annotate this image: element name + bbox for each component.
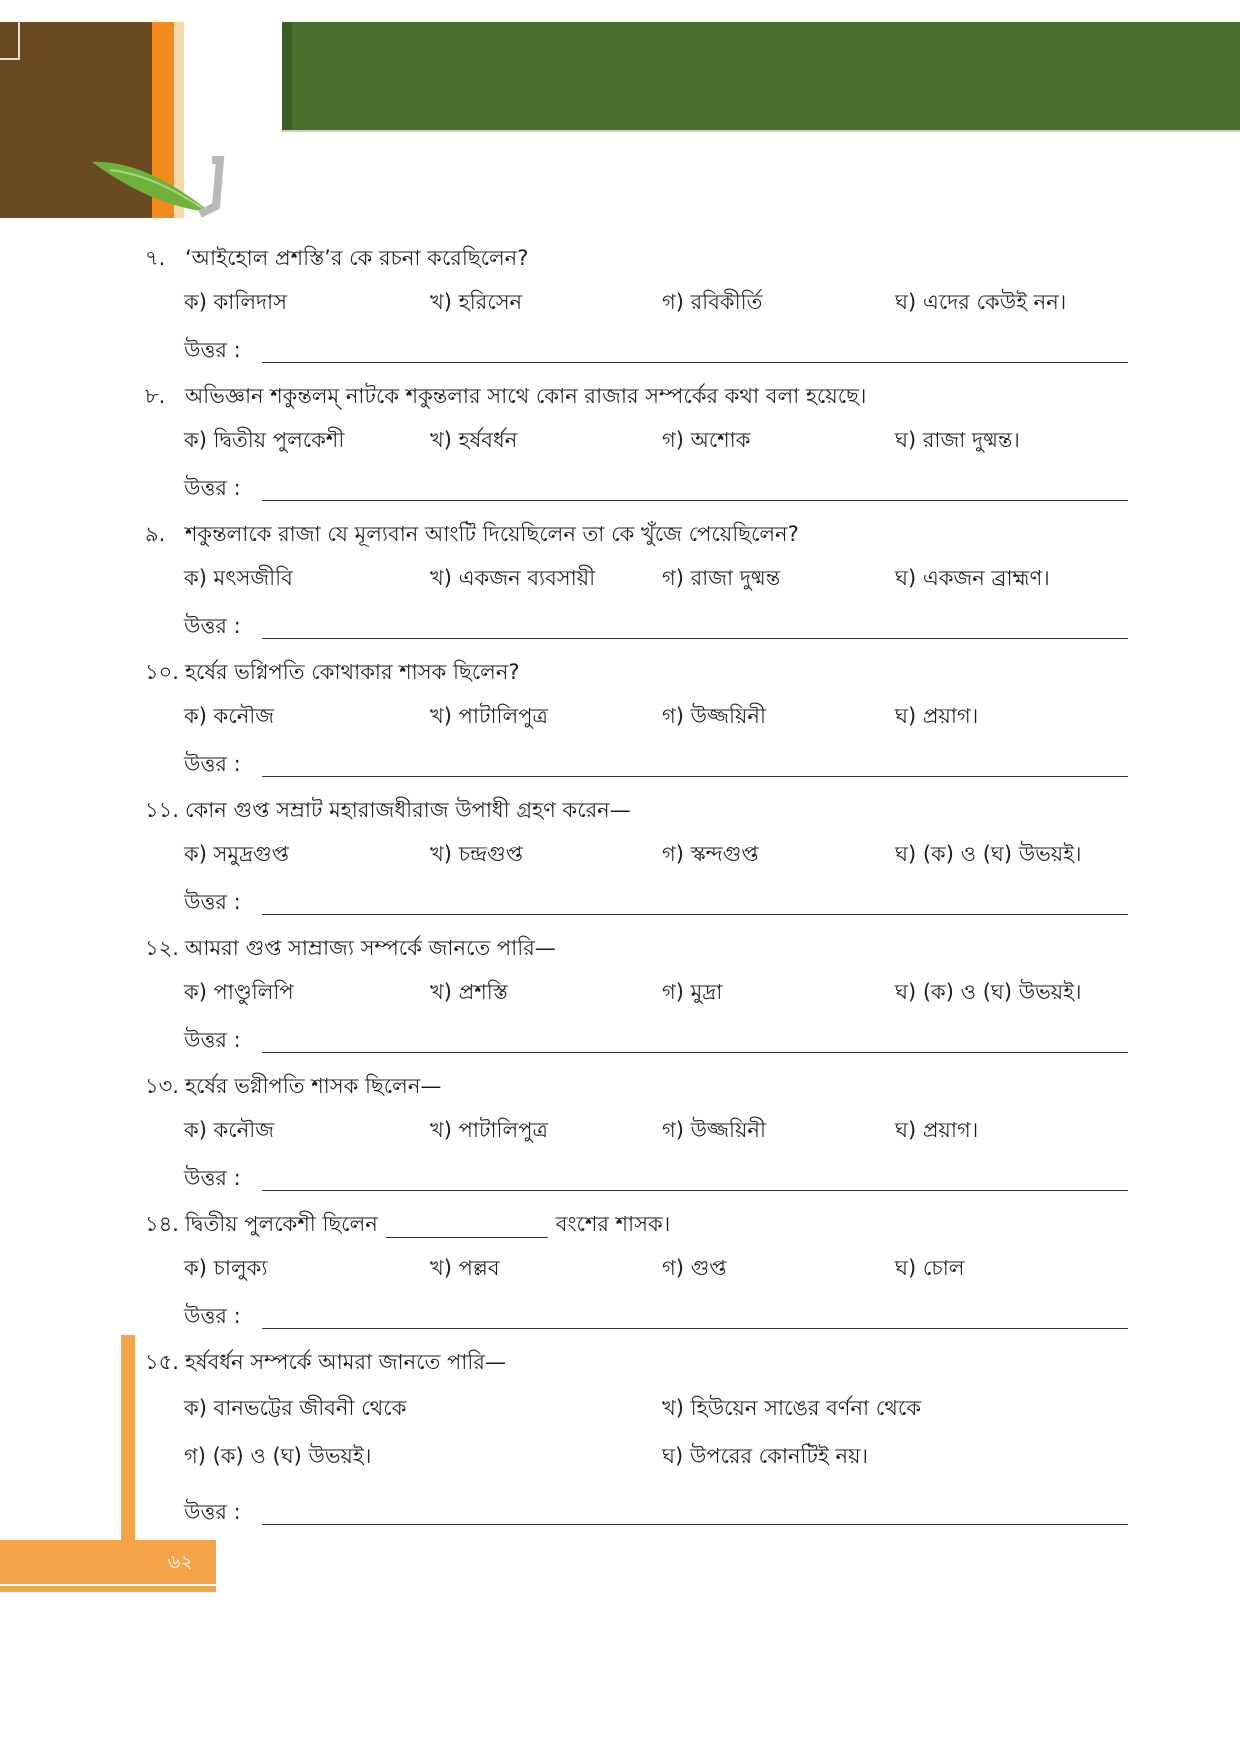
question-number: ১৪.: [145, 1212, 179, 1236]
answer-line[interactable]: [262, 1524, 1128, 1525]
question-stem: [145, 1344, 506, 1380]
question-stem: [145, 1206, 670, 1242]
question-15: [0, 1344, 1240, 1534]
option-b: খ) হিউয়েন সাঙের বর্ণনা থেকে: [662, 1396, 922, 1420]
option-c: গ) অশোক: [662, 428, 751, 452]
question-11: [0, 792, 1240, 930]
question-text: শকুন্তলাকে রাজা যে মূল্যবান আংটি দিয়েছিলেন তা কে খুঁজে পেয়েছিলেন?: [185, 522, 799, 546]
option-b: খ) চন্দ্রগুপ্ত: [430, 842, 523, 866]
question-stem: [145, 654, 520, 690]
option-a: ক) বানভট্টের জীবনী থেকে: [184, 1396, 407, 1420]
option-b: খ) পল্লব: [430, 1256, 500, 1280]
option-d: ঘ) (ক) ও (ঘ) উভয়ই।: [895, 980, 1082, 1004]
answer-label: উত্তর :: [184, 1166, 241, 1190]
option-d: ঘ) উপরের কোনটিই নয়।: [662, 1444, 868, 1468]
question-12: [0, 930, 1240, 1068]
option-a: ক) সমুদ্রগুপ্ত: [184, 842, 289, 866]
option-c: গ) উজ্জয়িনী: [662, 1118, 766, 1142]
option-b: খ) পাটালিপুত্র: [430, 704, 548, 728]
answer-line[interactable]: [262, 500, 1128, 501]
question-stem: [145, 792, 631, 828]
answer-label: উত্তর :: [184, 1028, 241, 1052]
answer-line[interactable]: [262, 638, 1128, 639]
answer-line[interactable]: [262, 362, 1128, 363]
question-13: [0, 1068, 1240, 1206]
question-number: ১১.: [145, 798, 179, 822]
question-text: অভিজ্ঞান শকুন্তলম্‌ নাটকে শকুন্তলার সাথে কোন রাজার সম্পর্কের কথা বলা হয়েছে।: [185, 384, 867, 408]
answer-line[interactable]: [262, 1328, 1128, 1329]
question-number: ৭.: [145, 246, 166, 270]
leaf-icon: [90, 150, 230, 220]
question-text: কোন গুপ্ত সম্রাট মহারাজধীরাজ উপাধী গ্রহণ করেন—: [185, 798, 631, 822]
option-c: গ) উজ্জয়িনী: [662, 704, 766, 728]
question-text-after-blank: বংশের শাসক।: [555, 1212, 671, 1236]
option-b: খ) হর্ষবর্ধন: [430, 428, 518, 452]
header-green-band: [282, 22, 1240, 130]
option-c: গ) স্কন্দগুপ্ত: [662, 842, 759, 866]
question-number: ১০.: [145, 660, 179, 684]
question-10: [0, 654, 1240, 792]
question-text-before-blank: দ্বিতীয় পুলকেশী ছিলেন: [185, 1212, 378, 1236]
page-number: ৬২: [168, 1551, 193, 1573]
question-9: [0, 516, 1240, 654]
question-number: ৯.: [145, 522, 166, 546]
option-a: ক) কনৌজ: [184, 1118, 275, 1142]
option-a: ক) দ্বিতীয় পুলকেশী: [184, 428, 345, 452]
option-c: গ) (ক) ও (ঘ) উভয়ই।: [184, 1444, 372, 1468]
question-text: ‘আইহোল প্রশস্তি’র কে রচনা করেছিলেন?: [185, 246, 529, 270]
option-d: ঘ) চোল: [895, 1256, 965, 1280]
option-b: খ) হরিসেন: [430, 290, 523, 314]
side-accent-bar: [121, 1335, 135, 1540]
question-number: ১৫.: [145, 1350, 179, 1374]
option-d: ঘ) (ক) ও (ঘ) উভয়ই।: [895, 842, 1082, 866]
question-14: [0, 1206, 1240, 1344]
page-number-underline: [0, 1586, 216, 1592]
question-stem: [145, 378, 866, 414]
answer-line[interactable]: [262, 1052, 1128, 1053]
question-text: হর্ষের ভগ্নিপতি কোথাকার শাসক ছিলেন?: [185, 660, 520, 684]
option-d: ঘ) রাজা দুষ্মন্ত।: [895, 428, 1020, 452]
question-text: হর্ষবর্ধন সম্পর্কে আমরা জানতে পারি—: [185, 1350, 506, 1374]
option-a: ক) কনৌজ: [184, 704, 275, 728]
answer-line[interactable]: [262, 1190, 1128, 1191]
question-stem: [145, 240, 528, 276]
option-d: ঘ) একজন ব্রাহ্মণ।: [895, 566, 1050, 590]
option-b: খ) প্রশস্তি: [430, 980, 508, 1004]
question-stem: [145, 930, 556, 966]
option-b: খ) পাটালিপুত্র: [430, 1118, 548, 1142]
answer-line[interactable]: [262, 914, 1128, 915]
answer-label: উত্তর :: [184, 1304, 241, 1328]
question-text: আমরা গুপ্ত সাম্রাজ্য সম্পর্কে জানতে পারি—: [185, 936, 556, 960]
answer-label: উত্তর :: [184, 752, 241, 776]
answer-label: উত্তর :: [184, 476, 241, 500]
question-stem: [145, 516, 799, 552]
question-7: [0, 240, 1240, 378]
option-d: ঘ) এদের কেউই নন।: [895, 290, 1067, 314]
option-c: গ) মুদ্রা: [662, 980, 723, 1004]
question-number: ১২.: [145, 936, 179, 960]
option-a: ক) চালুক্য: [184, 1256, 268, 1280]
option-c: গ) রাজা দুষ্মন্ত: [662, 566, 781, 590]
header-green-band-edge: [282, 22, 292, 130]
answer-label: উত্তর :: [184, 338, 241, 362]
header-corner-line: [0, 58, 20, 60]
answer-label: উত্তর :: [184, 614, 241, 638]
option-c: গ) গুপ্ত: [662, 1256, 727, 1280]
question-number: ১৩.: [145, 1074, 179, 1098]
option-d: ঘ) প্রয়াগ।: [895, 1118, 979, 1142]
option-a: ক) মৎসজীবি: [184, 566, 293, 590]
option-a: ক) কালিদাস: [184, 290, 287, 314]
header-underline: [282, 130, 1240, 132]
option-d: ঘ) প্রয়াগ।: [895, 704, 979, 728]
answer-line[interactable]: [262, 776, 1128, 777]
fill-in-blank[interactable]: [386, 1213, 548, 1238]
header-corner-line-vertical: [18, 22, 20, 58]
option-c: গ) রবিকীর্তি: [662, 290, 763, 314]
question-stem: [145, 1068, 441, 1104]
option-b: খ) একজন ব্যবসায়ী: [430, 566, 596, 590]
answer-label: উত্তর :: [184, 890, 241, 914]
question-number: ৮.: [145, 384, 166, 408]
question-text: হর্ষের ভগ্নীপতি শাসক ছিলেন—: [185, 1074, 442, 1098]
option-a: ক) পাণ্ডুলিপি: [184, 980, 294, 1004]
answer-label: উত্তর :: [184, 1500, 241, 1524]
question-8: [0, 378, 1240, 516]
